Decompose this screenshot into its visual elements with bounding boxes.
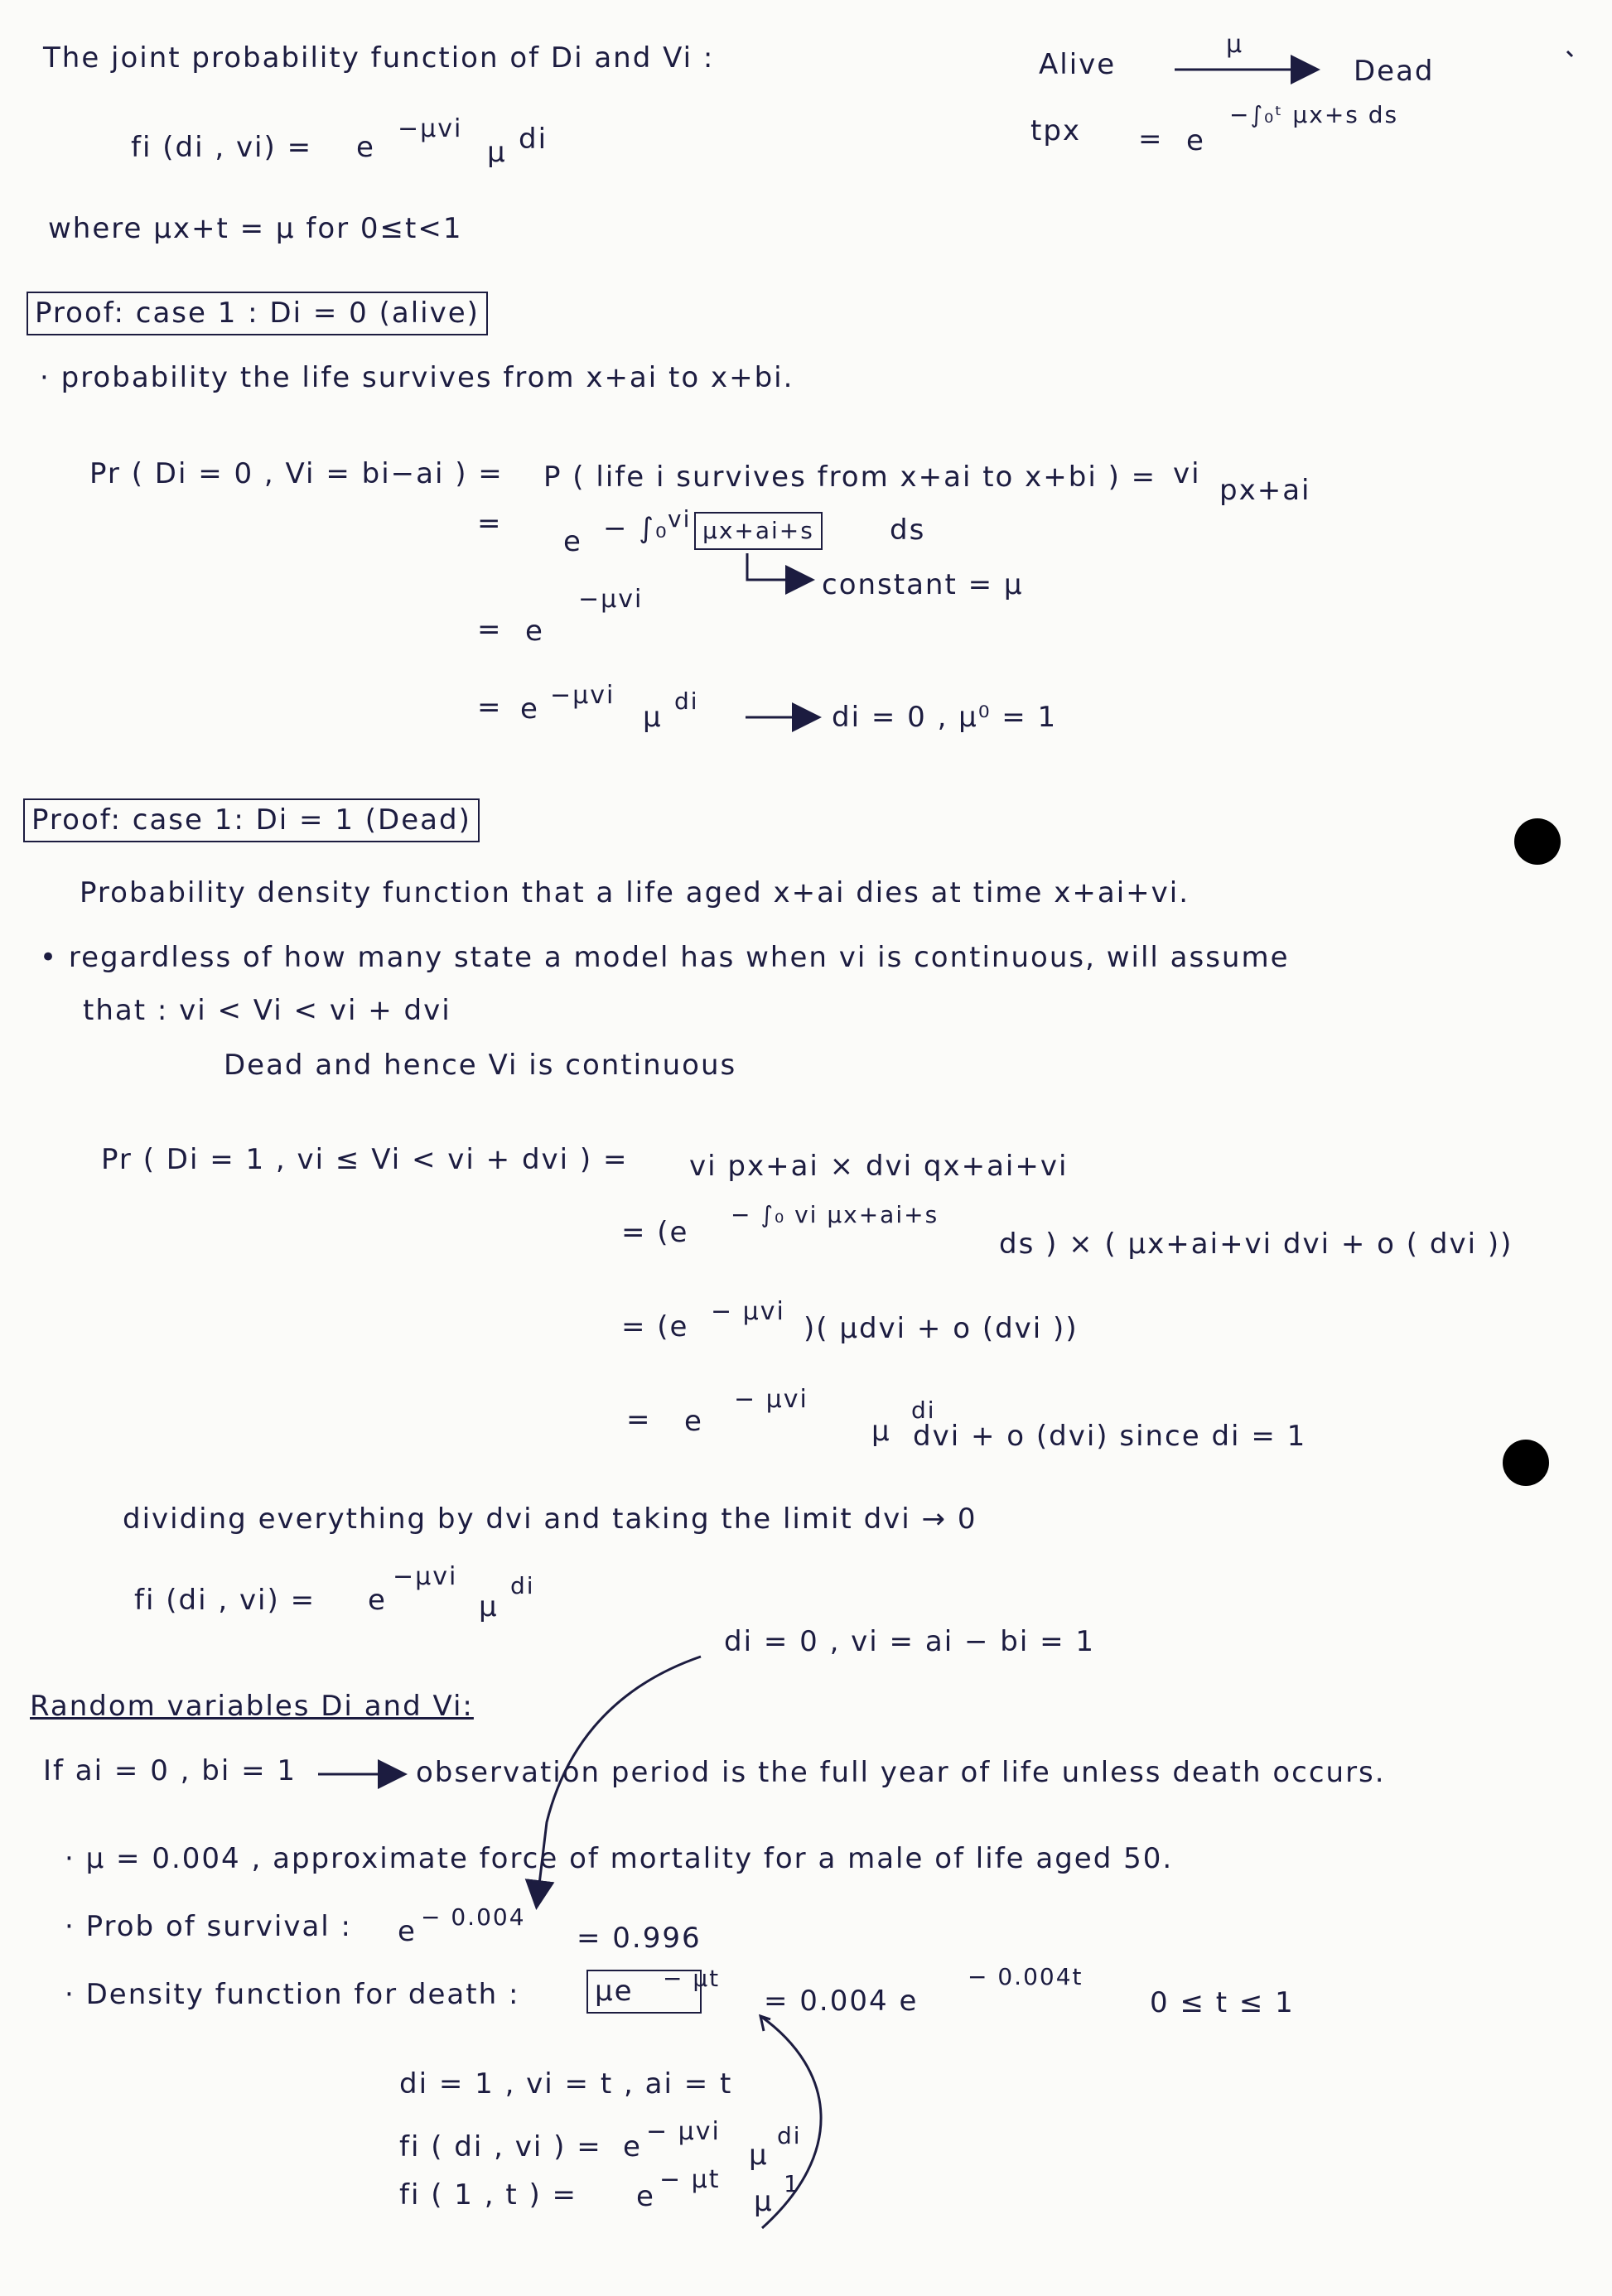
tpx-equals: = xyxy=(1138,123,1164,156)
alive-line3-e: e xyxy=(525,615,544,648)
rv-example-f1t-exponent: − μt xyxy=(659,2165,721,2194)
rv-density-boxed-exponent: − μt xyxy=(663,1965,721,1992)
dead-eq2-open: = (e xyxy=(621,1216,689,1249)
joint-formula-di: di xyxy=(519,123,548,156)
rv-example-f-lhs: fi ( di , vi ) = xyxy=(399,2130,602,2163)
dead-eq3-rest: )( μdvi + o (dvi )) xyxy=(804,1312,1079,1345)
rv-example-f-e: e xyxy=(623,2130,642,2163)
alive-line4-note: di = 0 , μ⁰ = 1 xyxy=(832,701,1058,734)
alive-line4-exponent: −μvi xyxy=(550,681,615,710)
dead-eq4-e: e xyxy=(684,1405,703,1438)
constant-note: constant = μ xyxy=(822,568,1024,601)
alive-line4-e: e xyxy=(520,692,539,726)
rv-example-f1t-lhs: fi ( 1 , t ) = xyxy=(399,2178,578,2212)
tpx-e: e xyxy=(1186,124,1205,157)
transition-mu-label: μ xyxy=(1226,30,1244,59)
dead-eq4-di: di xyxy=(911,1396,936,1424)
alive-line2-e: e xyxy=(563,525,582,558)
rv-example-f1t-mu: μ xyxy=(754,2185,774,2218)
joint-formula-lhs: fi (di , vi) = xyxy=(131,131,313,164)
random-variables-heading: Random variables Di and Vi: xyxy=(30,1690,474,1723)
rv-survival-value: = 0.996 xyxy=(577,1922,702,1955)
rv-density-range: 0 ≤ t ≤ 1 xyxy=(1150,1986,1295,2019)
rv-survival-e: e xyxy=(398,1915,417,1948)
dead-eq1-rhs: vi px+ai × dvi qx+ai+vi xyxy=(689,1150,1069,1183)
state-alive: Alive xyxy=(1039,48,1117,81)
dead-line2: • regardless of how many state a model has when vi is continuous, will assume xyxy=(40,941,1290,974)
rv-example-values: di = 1 , vi = t , ai = t xyxy=(399,2067,733,2101)
rv-bullet-survival: · Prob of survival : xyxy=(65,1910,352,1943)
alive-line4-mu: μ xyxy=(643,701,663,734)
dead-eq4-eq: = xyxy=(626,1403,652,1436)
dead-eq3-open: = (e xyxy=(621,1310,689,1343)
alive-line2-eq: = xyxy=(477,507,503,540)
corner-mark xyxy=(1567,51,1572,56)
rv-example-f1t-e: e xyxy=(636,2180,655,2213)
joint-formula-e: e xyxy=(356,131,375,164)
alive-line3-eq: = xyxy=(477,613,503,646)
alive-line2-ds: ds xyxy=(890,514,926,547)
joint-formula-mu: μ xyxy=(487,136,507,169)
alive-line2-upper: vi xyxy=(668,505,692,533)
dead-result-di: di xyxy=(510,1572,535,1599)
rv-bullet-density: · Density function for death : xyxy=(65,1978,520,2011)
alive-line2-integral: − ∫₀ xyxy=(603,512,668,545)
dividing-note: dividing everything by dvi and taking the limit dvi → 0 xyxy=(123,1503,977,1536)
alive-line1-lhs: Pr ( Di = 0 , Vi = bi−ai ) = xyxy=(89,457,504,490)
rv-density-exponent: − 0.004t xyxy=(968,1963,1084,1990)
alive-line2-boxed-force: μx+ai+s xyxy=(694,512,823,550)
alive-line1-v: vi xyxy=(1173,457,1201,490)
hole-punch-lower xyxy=(1503,1440,1549,1486)
dead-result-exponent: −μvi xyxy=(393,1562,458,1591)
dead-result-lhs: fi (di , vi) = xyxy=(134,1584,316,1617)
rv-survival-exponent: − 0.004 xyxy=(421,1903,526,1931)
dead-eq4-exponent: − μvi xyxy=(734,1385,808,1414)
alive-line1-rhs: P ( life i survives from x+ai to x+bi ) = xyxy=(543,461,1157,494)
dead-eq2-exponent: − ∫₀ vi μx+ai+s xyxy=(731,1201,939,1228)
proof-case-alive-heading: Proof: case 1 : Di = 0 (alive) xyxy=(27,292,488,335)
rv-condition: If ai = 0 , bi = 1 xyxy=(43,1754,297,1787)
alive-line3-exponent: −μvi xyxy=(578,585,644,614)
where-condition: where μx+t = μ for 0≤t<1 xyxy=(48,212,463,245)
dead-condition: di = 0 , vi = ai − bi = 1 xyxy=(724,1625,1096,1658)
tpx-exponent: −∫₀ᵗ μx+s ds xyxy=(1229,101,1399,128)
alive-bullet: · probability the life survives from x+ai to x+bi. xyxy=(40,361,794,394)
rv-example-f1t-one: 1 xyxy=(784,2170,800,2197)
hole-punch-upper xyxy=(1514,818,1561,865)
dead-eq2-rest: ds ) × ( μx+ai+vi dvi + o ( dvi )) xyxy=(999,1228,1513,1261)
tpx-label: tpx xyxy=(1030,114,1082,147)
alive-line4-eq: = xyxy=(477,691,503,724)
dead-eq3-exponent: − μvi xyxy=(711,1297,785,1326)
dead-eq4-rest: dvi + o (dvi) since di = 1 xyxy=(913,1420,1307,1453)
dead-line3: that : vi < Vi < vi + dvi xyxy=(83,994,451,1027)
rv-example-f-di: di xyxy=(777,2122,802,2149)
dead-line1: Probability density function that a life aged x+ai dies at time x+ai+vi. xyxy=(80,876,1190,909)
proof-case-dead-heading: Proof: case 1: Di = 1 (Dead) xyxy=(23,798,480,842)
dead-eq1-lhs: Pr ( Di = 1 , vi ≤ Vi < vi + dvi ) = xyxy=(101,1143,629,1176)
rv-observation: observation period is the full year of life unless death occurs. xyxy=(416,1756,1386,1789)
rv-density-boxed: μe xyxy=(586,1970,702,2014)
rv-bullet-force: · μ = 0.004 , approximate force of mortality for a male of life aged 50. xyxy=(65,1842,1174,1875)
alive-line1-p: px+ai xyxy=(1219,474,1311,507)
state-dead: Dead xyxy=(1354,55,1435,88)
rv-density-eq: = 0.004 e xyxy=(764,1985,919,2018)
dead-result-mu: μ xyxy=(479,1590,499,1623)
alive-line4-di: di xyxy=(674,687,699,715)
dead-result-e: e xyxy=(368,1584,387,1617)
intro-title: The joint probability function of Di and Vi : xyxy=(43,41,715,75)
constant-arrow xyxy=(747,553,810,580)
dead-line4: Dead and hence Vi is continuous xyxy=(224,1049,737,1082)
joint-formula-exponent: −μvi xyxy=(398,114,463,143)
dead-eq4-mu: μ xyxy=(871,1415,891,1448)
rv-example-f-exponent: − μvi xyxy=(646,2117,721,2146)
rv-example-f-mu: μ xyxy=(749,2139,769,2172)
